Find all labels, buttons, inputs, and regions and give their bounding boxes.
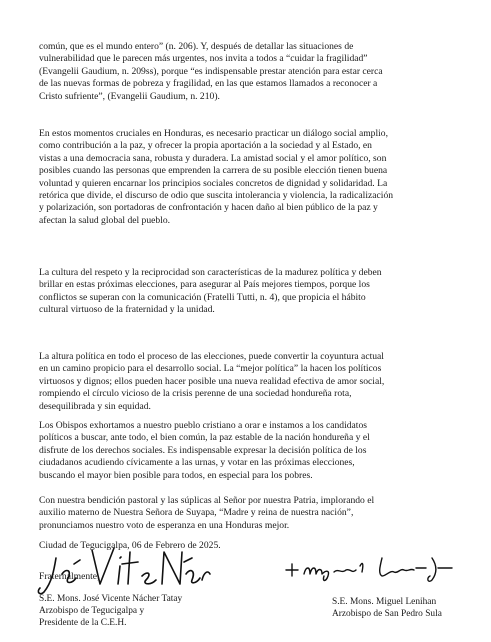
paragraph-3 [39, 267, 471, 317]
text-line: Los Obispos exhortamos a nuestro pueblo cristiano a orar e instamos a los candidatos [39, 420, 367, 431]
dateline: Ciudad de Tegucigalpa, 06 de Febrero de 2025. [39, 540, 221, 551]
handwritten-signature-right [282, 552, 462, 584]
text-line: disfrute de los derechos sociales. Es indispensable expresar la decisión política de los [39, 444, 367, 456]
paragraph-4 [39, 351, 471, 413]
text-line: virtuosos y dignos; ellos pueden hacer posible una nueva realidad efectiva de amor social, [39, 375, 385, 387]
text-line: conflictos se superan con la comunicación (Fratelli Tutti, n. 4), que propicia el hábito [39, 291, 366, 303]
text-line: En estos momentos cruciales en Honduras, es necesario practicar un diálogo social amplio, [39, 128, 388, 139]
text-line: voluntad y quieren encarnar los principios sociales concretos de dignidad y solidaridad. La [39, 177, 388, 189]
text-line: de las nuevas formas de pobreza y fragilidad, en las que estamos llamados a reconocer a [39, 78, 378, 90]
text-line: y polarización, son portadoras de confrontación y hacen daño al bien público de la paz y [39, 202, 378, 214]
text-line: auxilio materno de Nuestra Señora de Suyapa, “Madre y reina de nuestra nación”, [39, 507, 354, 519]
text-line: vistas a una democracia sana, robusta y duradera. La amistad social y el amor político, son [39, 152, 387, 164]
signatory-name: S.E. Mons. José Vicente Nácher Tatay [39, 594, 183, 604]
text-line: Cristo sufriente”, (Evangelii Gaudium, n. 210). [39, 90, 220, 102]
text-line: afectan la salud global del pueblo. [39, 214, 171, 226]
text-line: en un camino propicio para el desarrollo social. La “mejor política” la hacen los políticos [39, 363, 382, 375]
paragraph-2 [39, 128, 471, 227]
signatory-title: Arzobispo de Tegucigalpa y [39, 606, 145, 616]
paragraph-1 [39, 41, 471, 103]
signatory-right [332, 596, 442, 620]
signatory-left [39, 593, 182, 629]
signatory-title: Arzobispo de San Pedro Sula [332, 609, 442, 619]
signatory-name: S.E. Mons. Miguel Lenihan [332, 597, 437, 607]
text-line: común, que es el mundo entero” (n. 206). Y, después de detallar las situaciones de [39, 41, 354, 52]
text-line: La altura política en todo el proceso de las elecciones, puede convertir la coyuntura actual [39, 351, 384, 362]
text-line: desequilibrada y sin equidad. [39, 400, 151, 412]
text-line: vulnerabilidad que le parecen más urgentes, nos invita a todos a “cuidar la fragilidad” [39, 53, 368, 65]
text-line: posibles cuando las personas que emprenden la carrera de su posible elección tienen buena [39, 165, 388, 177]
text-line: buscando el mayor bien posible para todos, en especial para los pobres. [39, 469, 313, 481]
paragraph-6 [39, 495, 471, 532]
text-line: ciudadanos acudiendo cívicamente a las urnas, y votar en las próximas elecciones, [39, 457, 355, 469]
text-line: (Evangelii Gaudium, n. 209ss), porque “es indispensable prestar atención para estar cerca [39, 65, 383, 77]
text-line: retórica que divide, el discurso de odio que suscita intolerancia y violencia, la radicalización [39, 190, 394, 202]
text-line: pronunciamos nuestro voto de esperanza en una Honduras mejor. [39, 519, 290, 531]
text-line: rompiendo el círculo vicioso de la crisis perenne de una sociedad hondureña rota, [39, 388, 352, 400]
text-line: Con nuestra bendición pastoral y las súplicas al Señor por nuestra Patria, implorando el [39, 495, 375, 506]
closing-salutation: Fraternalmente, [39, 571, 100, 582]
signatory-title: Presidente de la C.E.H. [39, 618, 127, 628]
text-line: La cultura del respeto y la reciprocidad son características de la madurez política y deben [39, 267, 382, 278]
text-line: brillar en estas próximas elecciones, para asegurar al País mejores tiempos, porque los [39, 279, 370, 291]
text-line: cultural virtuoso de la fraternidad y la unidad. [39, 304, 215, 316]
handwritten-signature-left [34, 540, 212, 600]
text-line: como contribución a la paz, y ofrecer la propia aportación a la sociedad y al Estado, en [39, 140, 372, 152]
paragraph-5 [39, 420, 471, 482]
text-line: políticos a buscar, ante todo, el bien común, la paz estable de la nación hondureña y el [39, 432, 370, 444]
